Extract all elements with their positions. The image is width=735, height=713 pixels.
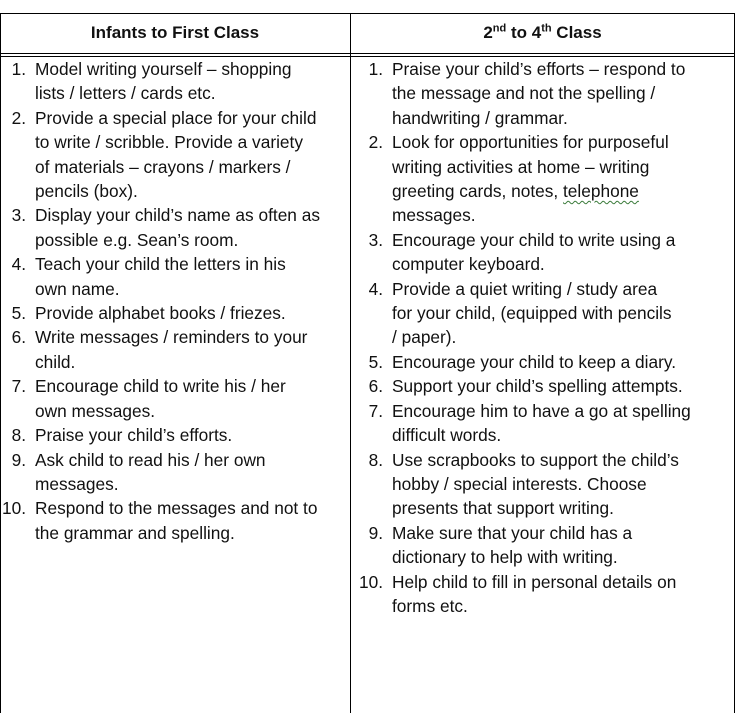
list-item [357, 448, 735, 521]
list-item [357, 521, 735, 570]
list-item-text [392, 350, 735, 374]
list-item-line: Praise your child’s efforts – respond to [392, 59, 686, 79]
list-item-line: the message and not the spelling / [392, 83, 656, 104]
list-item-text [392, 130, 735, 228]
header-right-part-b: to 4 [506, 23, 542, 42]
list-item [0, 252, 350, 301]
list-item-number: 5. [11, 303, 26, 324]
list-item-line: Make sure that your child has a [392, 522, 633, 543]
list-item-number: 1. [368, 59, 383, 79]
list-item-line: own messages. [35, 400, 156, 421]
list-item-number: 8. [11, 425, 26, 446]
list-item [0, 448, 350, 497]
list-item-line: Provide a special place for your child [35, 107, 317, 128]
list-item-text [35, 252, 350, 301]
list-item-number: 10. [358, 571, 383, 592]
list-item-text [35, 57, 350, 106]
list-item [0, 301, 350, 325]
header-right-part-a: 2 [483, 23, 493, 42]
list-item-line: own name. [35, 278, 120, 299]
header-right-sup-a: nd [492, 22, 507, 35]
list-item-text [35, 448, 350, 497]
list-item-text [35, 325, 350, 374]
list-item-line: Help child to fill in personal details on [392, 571, 677, 592]
list-item [357, 350, 735, 374]
list-item-number: 4. [368, 278, 383, 299]
header-bottom-border [0, 53, 735, 54]
list-item-text [35, 374, 350, 423]
list-item-text [35, 496, 350, 545]
list-item-line: Provide a quiet writing / study area [392, 278, 658, 299]
list-item [0, 57, 350, 106]
list-item [357, 228, 735, 277]
list-item-line: Praise your child’s efforts. [35, 425, 233, 446]
list-item-line: Teach your child the letters in his [35, 254, 286, 275]
list-item [0, 203, 350, 252]
list-item [357, 130, 735, 228]
list-item-line: child. [35, 351, 76, 372]
list-item-line: pencils (box). [35, 181, 138, 202]
list-item-line: lists / letters / cards etc. [35, 83, 216, 104]
list-item-line: Encourage him to have a go at spelling [392, 400, 691, 421]
list-item [0, 496, 350, 545]
list-item-line: Look for opportunities for purposeful [392, 132, 669, 153]
activity-table [0, 13, 735, 713]
list-item-text [392, 521, 735, 570]
list-item-number: 3. [368, 229, 383, 250]
list-item [0, 374, 350, 423]
spellcheck-underline: telephone [563, 181, 639, 202]
column-divider [350, 13, 351, 713]
list-item-line: dictionary to help with writing. [392, 547, 618, 568]
list-item-line: Use scrapbooks to support the child’s [392, 449, 679, 470]
list-item [357, 374, 735, 398]
list-item-line: writing activities at home – writing [392, 156, 650, 177]
list-item [357, 277, 735, 350]
list-item-line: Model writing yourself – shopping [35, 59, 292, 79]
header-left-text: Infants to First Class [90, 23, 260, 42]
list-item-number: 7. [11, 376, 26, 397]
list-item [0, 325, 350, 374]
list-item-text [392, 228, 735, 277]
list-item [0, 106, 350, 204]
list-item-number: 6. [11, 327, 26, 348]
list-item [357, 570, 735, 619]
list-item-text [392, 448, 735, 521]
list-item-line: Provide alphabet books / friezes. [35, 303, 286, 324]
list-item-line: Encourage child to write his / her [35, 376, 286, 397]
list-item-text [392, 399, 735, 448]
right-list [357, 57, 735, 618]
list-item-line: of materials – crayons / markers / [35, 156, 291, 177]
list-item-text [35, 301, 350, 325]
list-item-line: possible e.g. Sean’s room. [35, 229, 239, 250]
list-item-line: difficult words. [392, 425, 502, 446]
list-item-number: 2. [11, 107, 26, 128]
list-item-line: Ask child to read his / her own [35, 449, 266, 470]
header-2nd-to-4th-class [351, 13, 734, 53]
list-item-line: forms etc. [392, 595, 468, 616]
list-item-line: handwriting / grammar. [392, 107, 568, 128]
list-item-text [35, 423, 350, 447]
list-item-line: Encourage your child to keep a diary. [392, 351, 677, 372]
header-right-text [483, 23, 601, 43]
list-item-line: the grammar and spelling. [35, 522, 235, 543]
list-item-line: Respond to the messages and not to [35, 498, 318, 519]
header-infants-to-first-class [0, 13, 350, 53]
list-item-line: computer keyboard. [392, 254, 545, 275]
list-item-line: messages. [392, 205, 476, 226]
list-item-line: Display your child’s name as often as [35, 205, 320, 226]
list-item-number: 1. [11, 59, 26, 79]
list-item [357, 399, 735, 448]
list-item-number: 2. [368, 132, 383, 153]
list-item-line: hobby / special interests. Choose [392, 473, 647, 494]
list-item-number: 3. [11, 205, 26, 226]
header-right-sup-b: th [541, 22, 552, 35]
list-item-line: Support your child’s spelling attempts. [392, 376, 683, 397]
list-item [357, 57, 735, 130]
list-item-line: messages. [35, 473, 119, 494]
list-item-line: Write messages / reminders to your [35, 327, 308, 348]
list-item [0, 423, 350, 447]
list-item-number: 5. [368, 351, 383, 372]
list-item-line: / paper). [392, 327, 457, 348]
list-item-line: for your child, (equipped with pencils [392, 303, 672, 324]
list-item-text [392, 277, 735, 350]
list-item-line: to write / scribble. Provide a variety [35, 132, 303, 153]
header-right-part-c: Class [551, 23, 602, 42]
list-item-number: 8. [368, 449, 383, 470]
list-item-line: presents that support writing. [392, 498, 614, 519]
list-item-text [392, 57, 735, 130]
list-item-line: Encourage your child to write using a [392, 229, 676, 250]
left-list [0, 57, 350, 545]
list-item-number: 4. [11, 254, 26, 275]
list-item-line: greeting cards, notes, telephone [392, 181, 639, 202]
list-item-text [392, 374, 735, 398]
list-item-text [35, 203, 350, 252]
list-item-number: 9. [368, 522, 383, 543]
list-item-number: 10. [1, 498, 26, 519]
list-item-number: 9. [11, 449, 26, 470]
list-item-number: 7. [368, 400, 383, 421]
list-item-number: 6. [368, 376, 383, 397]
list-item-text [392, 570, 735, 619]
list-item-text [35, 106, 350, 204]
